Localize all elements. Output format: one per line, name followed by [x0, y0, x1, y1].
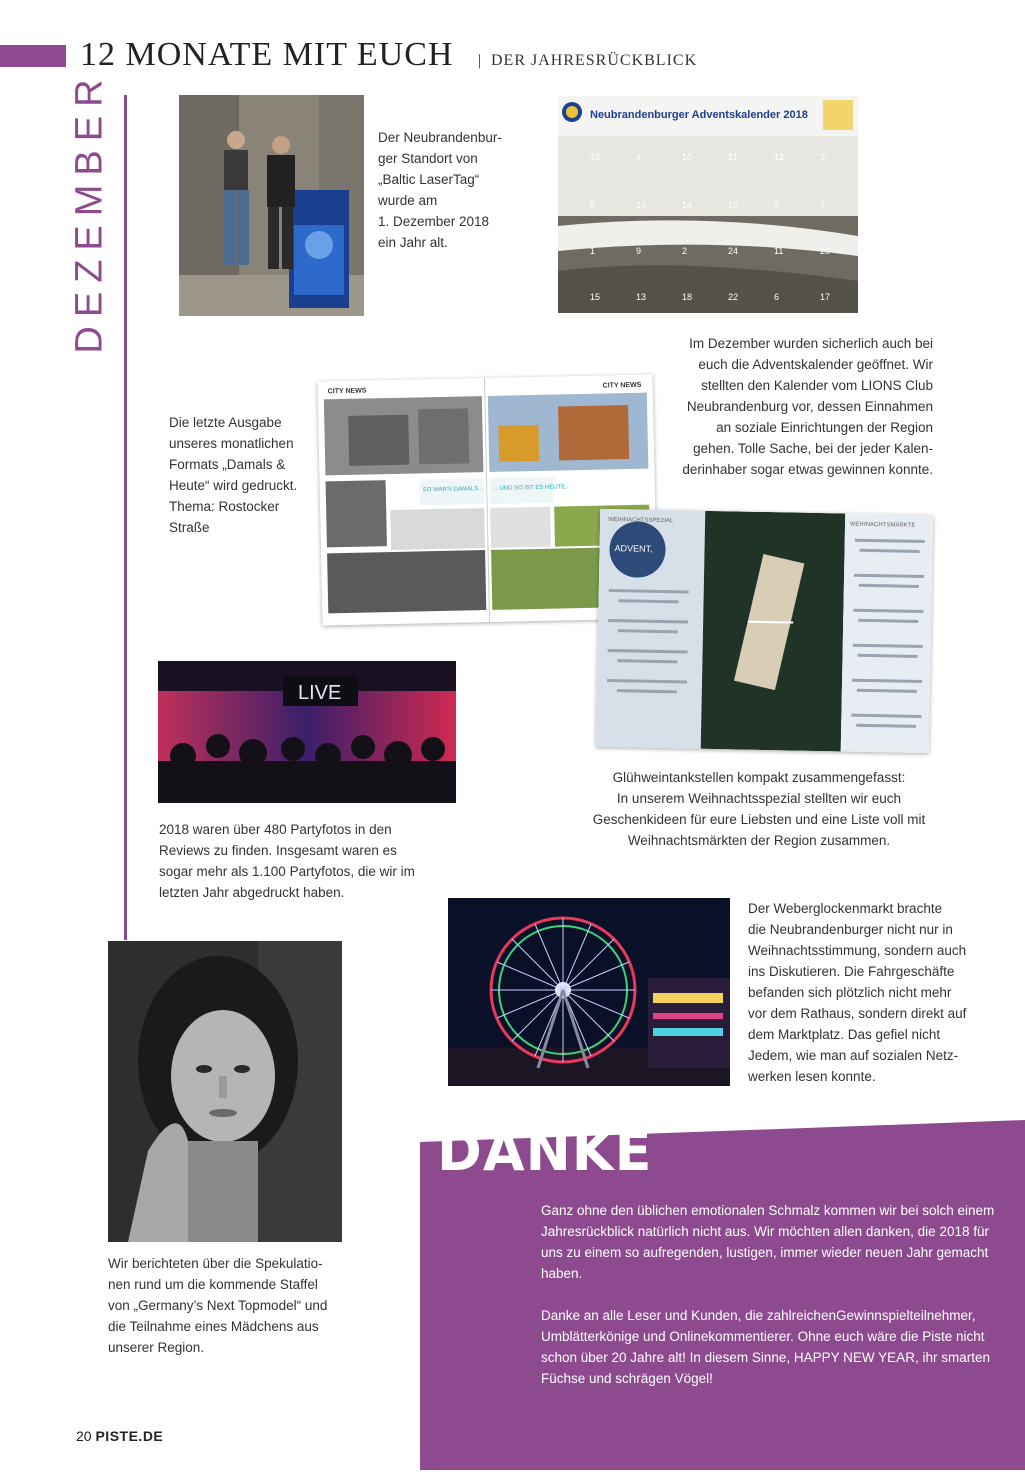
danke-title: DANKE [437, 1120, 653, 1183]
spread-left-header: CITY NEWS [327, 387, 367, 396]
calendar-door-number: 5 [774, 200, 780, 210]
calendar-door-number: 19 [590, 152, 601, 162]
xmas-header-left: WEIHNACHTSSPEZIAL [608, 516, 674, 525]
calendar-door-number: 13 [636, 292, 647, 302]
live-sign: LIVE [298, 682, 342, 704]
calendar-door-number: 20 [820, 246, 831, 256]
page-footer [76, 1428, 163, 1444]
footer-brand: PISTE.DE [95, 1428, 164, 1444]
party-photo [158, 661, 456, 803]
calendar-door-number: 11 [774, 246, 784, 256]
calendar-door-number: 22 [728, 292, 739, 302]
spread-left-heading: SO WAR'S DAMALS... [422, 486, 484, 494]
lasertag-caption: Der Neubrandenbur- ger Standort von „Baltic LaserTag“ wurde am 1. Dezember 2018 ein Jahr alt. [378, 130, 502, 250]
gluehwein-caption: Glühweintankstellen kompakt zusammengefasst: In unserem Weihnachtsspezial stellten wir euch Geschenkideen für eure Liebsten und eine Liste voll mit Weihnachtsmärkten der Region zusammen. [592, 770, 926, 848]
calendar-door-number: 2 [682, 246, 688, 256]
calendar-door-number: 18 [682, 292, 693, 302]
header-accent-bar [0, 45, 66, 67]
month-label [68, 70, 111, 354]
calendar-door-number: 24 [728, 246, 739, 256]
portrait-photo [108, 941, 342, 1242]
xmas-advent-word: ADVENT, [614, 543, 653, 554]
calendar-door-number: 4 [636, 152, 642, 162]
page-number: 20 [76, 1428, 92, 1444]
calendar-door-number: 15 [590, 292, 601, 302]
danke-paragraph-1: Ganz ohne den üblichen emotionalen Schmalz kommen wir bei solch einem Jahresrückblick natürlich nicht aus. Wir möchten allen danken, die 2018 für uns zu einem so aufregenden, lustigen, immer wieder neuen Jahr gemacht haben. [541, 1203, 995, 1281]
calendar-door-number: 14 [682, 200, 693, 210]
calendar-door-number: 1 [590, 246, 596, 256]
calendar-door-number: 21 [728, 152, 739, 162]
page-title: 12 MONATE MIT EUCH [80, 36, 454, 73]
month-label-text: DEZEMBER [68, 70, 111, 354]
calendar-door-number: 10 [682, 152, 693, 162]
calendar-door-number: 8 [590, 200, 596, 210]
calendar-door-number: 14 [636, 200, 647, 210]
calendar-door-number: 9 [636, 246, 642, 256]
weihnachtsspezial-spread [596, 509, 934, 753]
advent-calendar-image [558, 96, 858, 313]
ferris-wheel-photo [448, 898, 730, 1086]
damals-caption: Die letzte Ausgabe unseres monatlichen Formats „Damals & Heute“ wird gedruckt. Thema: Rostocker Straße [169, 415, 298, 535]
header-separator: | [478, 52, 482, 69]
xmas-header-right: WEIHNACHTSMÄRKTE [850, 521, 916, 529]
spread-right-heading: ... UND SO IST ES HEUTE... [492, 484, 571, 492]
lasertag-photo [179, 95, 364, 316]
danke-paragraph-2: Danke an alle Leser und Kunden, die zahlreichenGewinnspielteilnehmer, Umblätterkönige und Onlinekommentierer. Ohne euch wäre die Piste nicht schon über 20 Jahre alt! In diesem Sinne, HAPPY NEW YEAR, ihr smarten Füchse und schrägen Vögel! [541, 1308, 990, 1386]
weberglocken-caption: Der Weberglockenmarkt brachte die Neubrandenburger nicht nur in Weihnachtsstimmung, sondern auch ins Diskutieren. Die Fahrgeschäfte befanden sich plötzlich nicht mehr vor dem Rathaus, sondern direkt auf dem Marktplatz. Das gefiel nicht Jedem, wie man auf sozialen Netz- werken lesen konnte. [748, 901, 967, 1084]
page-subtitle: DER JAHRESRÜCKBLICK [491, 52, 698, 69]
party-caption: 2018 waren über 480 Partyfotos in den Reviews zu finden. Insgesamt waren es sogar mehr als 1.100 Partyfotos, die wir im letzten Jahr abgedruckt haben. [159, 822, 415, 900]
calendar-door-number: 12 [774, 152, 785, 162]
calendar-door-number: 6 [774, 292, 780, 302]
topmodel-caption: Wir berichteten über die Spekulatio- nen rund um die kommende Staffel von „Germany’s Next Topmodel“ und die Teilnahme eines Mädchens aus unserer Region. [108, 1256, 328, 1355]
calendar-door-number: 3 [820, 152, 826, 162]
calendar-door-number: 16 [728, 200, 739, 210]
vertical-rule [124, 95, 127, 940]
calendar-door-number: 7 [820, 200, 826, 210]
calendar-title: Neubrandenburger Adventskalender 2018 [590, 109, 808, 121]
calendar-door-number: 17 [820, 292, 831, 302]
danke-text [541, 1200, 1001, 1410]
spread-right-header: CITY NEWS [602, 381, 642, 390]
advent-caption: Im Dezember wurden sicherlich auch bei euch die Adventskalender geöffnet. Wir stellten den Kalender vom LIONS Club Neubrandenburg vor, dessen Einnahmen an soziale Einrichtungen der Region gehen. Tolle Sache, bei der jeder Kalen- derinhaber sogar etwas gewinnen konnte. [682, 336, 933, 477]
